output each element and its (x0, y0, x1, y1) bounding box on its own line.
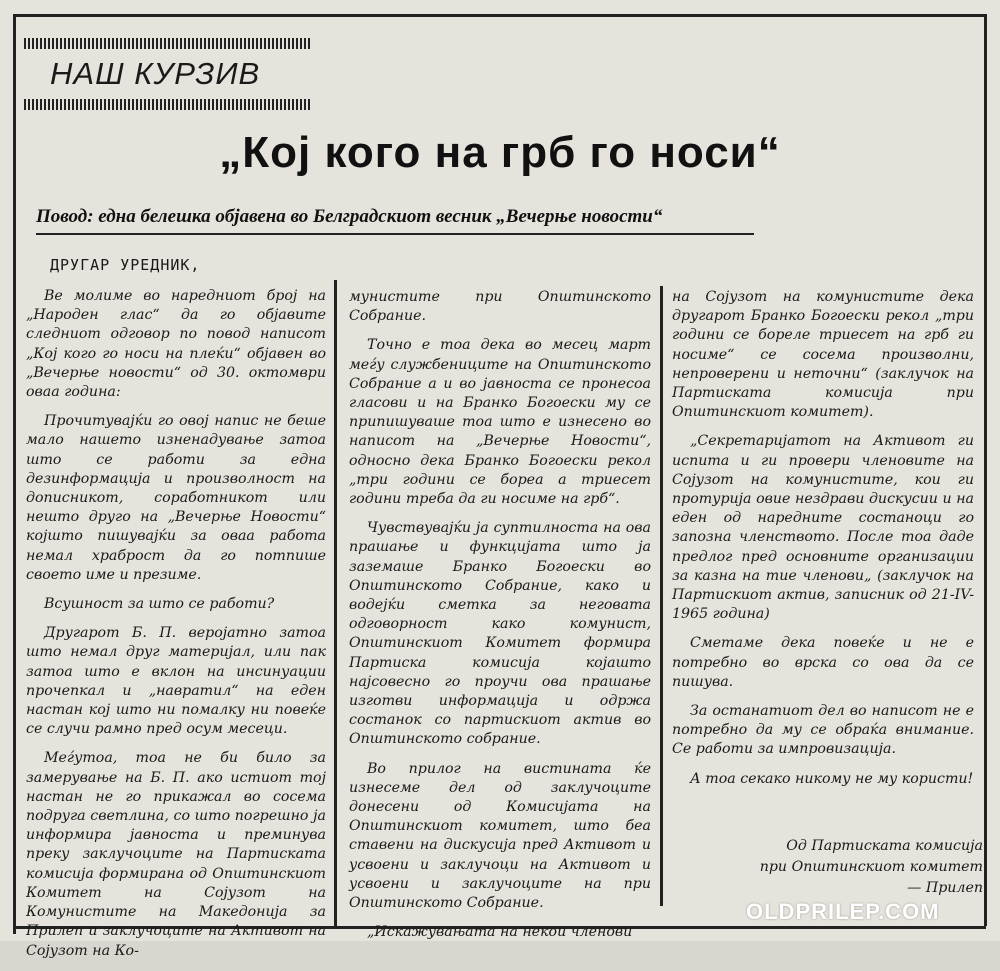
paragraph: на Сојузот на комунистите дека другарот Бранко Богоески рекол „три години се бореле триесет на грб ги носиме“ се сосема произволни, непроверени и неточни“ (заклучок на Партиската комисија при Општинскиот комитет). (672, 289, 974, 421)
hatched-rule-bottom (24, 99, 310, 110)
article-column-3 (672, 288, 974, 799)
paragraph: Всушност за што се работи? (44, 596, 275, 613)
paragraph: Сметаме дека повеќе и не е потребно во врска со ова да се пишува. (672, 635, 974, 690)
subtitle: Повод: една белешка објавена во Белградскиот весник „Вечерње новости“ (36, 206, 663, 227)
article-column-1 (26, 287, 326, 971)
column-divider-2 (660, 286, 663, 906)
paragraph: „Секретаријатот на Активот ги испита и ги провери членовите на Сојузот на комунистите, кои ги протурија овие нездрави дискусии и на еден од наредните состаноци го запозна членството. После тоа даде предлог пред основните организации за казна на тие членови„ (заклучок на Партискиот актив, записник од 21-IV-1965 година) (672, 433, 974, 623)
site-watermark: OLDPRILEP.COM (746, 899, 940, 924)
paragraph: мунистите при Општинското Собрание. (349, 289, 651, 325)
headline: „Кој кого на грб го носи“ (219, 128, 781, 177)
frame-border-top (14, 14, 986, 17)
paragraph: Чувствувајќи ја суптилноста на ова прашање и функцијата што ја заземаше Бранко Богоески во Општинското Собрание, како и водејќи сметка за неговата одговорност како комунист, Општинскиот Комитет формира Партиска комисија којашто најсовесно го проучи ова прашање изготви информација и одржа состанок со партискиот актив во Општинското собрание. (349, 520, 651, 748)
signature-line: Од Партиската комисија (786, 838, 983, 854)
paragraph: Прочитувајќи го овој напис не беше мало нашето изненадување затоа што се работи за една дезинформација и произволност на дописникот, соработникот или нешто друго на „Вечерње Новости“ којшто пишувајќи за оваа работа немал храброст да го потпише своето име и презиме. (26, 413, 326, 583)
paragraph: Ве молиме во наредниот број на „Народен глас“ да го објавите следниот одговор по повод написот „Кој кого го носи на плеќи“ објавен во „Вечерње новости“ од 30. октомври оваа година: (26, 288, 326, 401)
paragraph: „Искажувањата на некои членови (367, 924, 633, 941)
column-heading: НАШ КУРЗИВ (50, 56, 261, 91)
hatched-rule-top (24, 38, 310, 49)
article-column-2 (349, 288, 651, 953)
paragraph: Меѓутоа, тоа не би било за замерување на Б. П. ако истиот тој настан не го прикажал во сосема подруга светлина, со што погрешно ја информира јавноста и преминува преку заклучоците на Партиската комисија формирана од Општинскиот Комитет на Сојузот на Комунистите на Македонија за Прилеп и заклучоците на Активот на Сојузот на Ко- (26, 750, 326, 959)
signature-line: при Општинскиот комитет (759, 859, 983, 875)
paragraph: За останатиот дел во написот не е потребно да му се обраќа внимание. Се работи за импровизација. (672, 703, 974, 758)
paragraph: Другарот Б. П. веројатно затоа што немал друг материјал, или пак затоа што е вклон на инсинуации прочепкал и „навратил“ на еден настан кој што ни помалку ни повеќе се случи рамно пред осум месеци. (26, 625, 326, 738)
paragraph: Точно е тоа дека во месец март меѓу службениците на Општинското Собрание а и во јавноста се пронесоа гласови и на Бранко Богоески му се припишуваше тоа што е изнесено во написот на „Вечерње Новости“, односно дека Бранко Богоески рекол „три години се бореа а триесет години треба да ги носиме на грб“. (349, 337, 651, 508)
paragraph: Во прилог на вистината ќе изнесеме дел од заклучоците донесени од Комисијата на Општинскиот комитет, што беа ставени на дискусија пред Активот и усвоени и заклучоци на Активот и усвоени и заклучоците на при Општинското Собрание. (349, 760, 651, 912)
column-divider-1 (334, 280, 337, 926)
signature-line: — Прилеп (907, 880, 983, 896)
salutation: ДРУГАР УРЕДНИК, (50, 256, 201, 274)
paragraph: А тоа секако никому не му користи! (690, 770, 974, 787)
subtitle-underline (36, 233, 754, 235)
signature-block (700, 836, 983, 899)
